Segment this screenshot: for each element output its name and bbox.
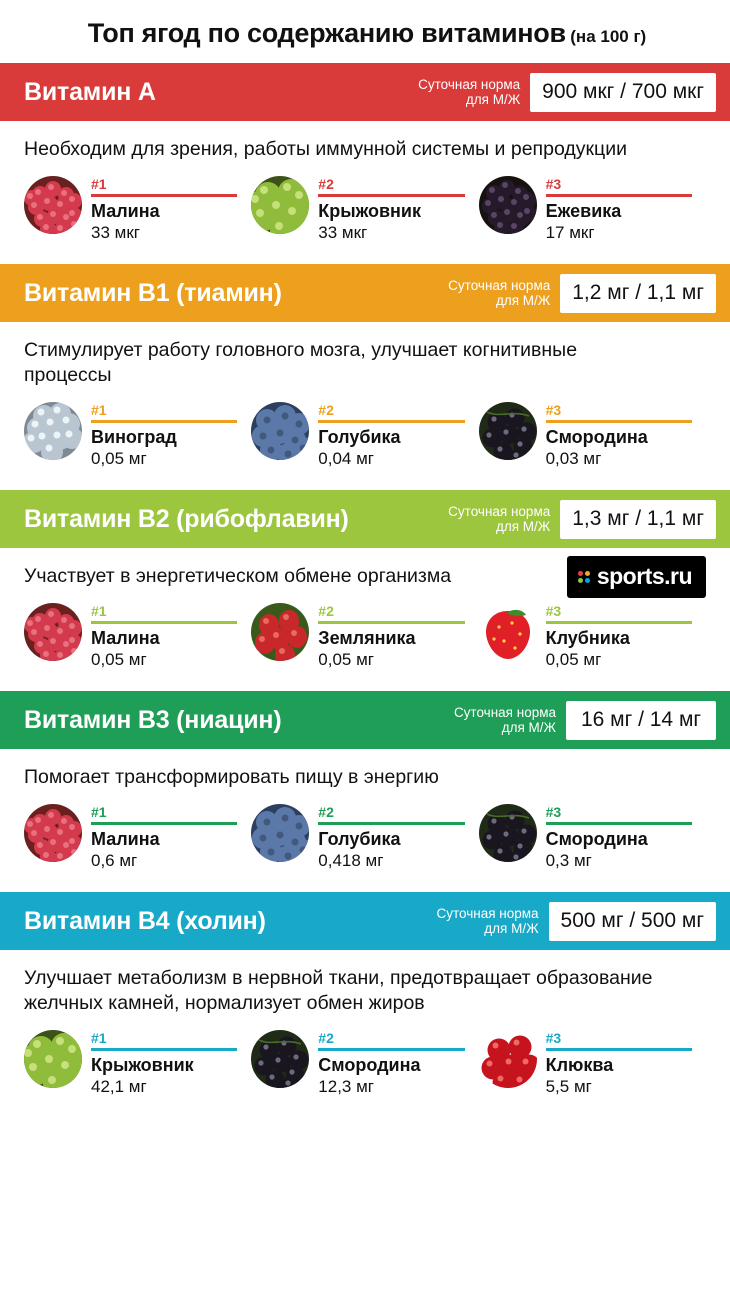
- berry-rank: #3: [545, 176, 562, 192]
- berry-name: Клюква: [545, 1055, 614, 1075]
- berry-ranking-list: [24, 176, 706, 244]
- daily-norm-group: [418, 73, 716, 112]
- daily-norm-label-line2: для М/Ж: [465, 92, 521, 107]
- section-body: [0, 749, 730, 892]
- berry-photo: [479, 176, 537, 234]
- berry-value: 0,04 мг: [318, 449, 374, 468]
- section-header: [0, 264, 730, 322]
- berry-rank: #3: [545, 603, 562, 619]
- berry-item: [24, 603, 251, 671]
- daily-norm-label-line1: Суточная норма: [448, 504, 551, 519]
- berry-photo: [479, 1030, 537, 1088]
- berry-rank: #2: [318, 176, 334, 192]
- berry-ranking-list: [24, 402, 706, 470]
- berry-value: 0,6 мг: [91, 851, 138, 870]
- berry-photo: [251, 603, 309, 661]
- berry-rank: #2: [318, 402, 334, 418]
- berry-info: [91, 402, 237, 470]
- berry-info: [318, 804, 464, 872]
- berry-item: [24, 1030, 251, 1098]
- rank-underline: [546, 1048, 692, 1051]
- logo-dots-icon: [578, 571, 590, 583]
- berry-value: 12,3 мг: [318, 1077, 374, 1096]
- berry-name: Виноград: [91, 427, 177, 447]
- berry-value: 0,3 мг: [545, 851, 592, 870]
- daily-norm-label-line1: Суточная норма: [448, 278, 551, 293]
- berry-photo: [24, 402, 82, 460]
- rank-underline: [91, 194, 237, 197]
- berry-info: [546, 402, 692, 470]
- vitamin-section: [0, 490, 730, 691]
- section-header: [0, 691, 730, 749]
- berry-item: [251, 603, 478, 671]
- berry-name: Крыжовник: [91, 1055, 194, 1075]
- daily-norm-label-line2: для М/Ж: [501, 720, 556, 735]
- berry-item: [479, 804, 706, 872]
- vitamin-name: Витамин B1 (тиамин): [24, 278, 282, 307]
- vitamin-description: Участвует в энергетическом обмене организма: [24, 565, 452, 587]
- berry-rank: #3: [545, 402, 562, 418]
- daily-norm-value: 1,2 мг / 1,1 мг: [560, 274, 716, 313]
- vitamin-description: Помогает трансформировать пищу в энергию: [24, 766, 439, 788]
- rank-underline: [318, 621, 464, 624]
- rank-underline: [318, 822, 464, 825]
- berry-value: 0,418 мг: [318, 851, 384, 870]
- berry-rank: #1: [91, 603, 107, 619]
- daily-norm-label: [448, 278, 550, 308]
- berry-photo: [479, 603, 537, 661]
- rank-underline: [546, 621, 692, 624]
- rank-underline: [318, 194, 464, 197]
- daily-norm-value: 1,3 мг / 1,1 мг: [560, 500, 716, 539]
- vitamin-description: Стимулирует работу головного мозга, улучшает когнитивные процессы: [24, 339, 578, 386]
- berry-name: Клубника: [545, 628, 630, 648]
- berry-ranking-list: [24, 1030, 706, 1098]
- rank-underline: [546, 822, 692, 825]
- berry-rank: #2: [318, 1030, 334, 1046]
- rank-underline: [91, 1048, 237, 1051]
- berry-name: Малина: [91, 829, 160, 849]
- berry-info: [318, 402, 464, 470]
- berry-rank: #3: [545, 1030, 562, 1046]
- vitamin-name: Витамин B2 (рибофлавин): [24, 504, 349, 533]
- berry-value: 0,05 мг: [318, 650, 374, 669]
- berry-info: [546, 603, 692, 671]
- berry-rank: #1: [91, 1030, 107, 1046]
- vitamin-name: Витамин A: [24, 77, 156, 106]
- berry-photo: [251, 1030, 309, 1088]
- vitamin-description: Необходим для зрения, работы иммунной системы и репродукции: [24, 138, 627, 160]
- vitamin-description: Улучшает метаболизм в нервной ткани, предотвращает образование желчных камней, нормализует обмен жиров: [24, 967, 653, 1014]
- rank-underline: [318, 420, 464, 423]
- berry-item: [251, 402, 478, 470]
- rank-underline: [546, 420, 692, 423]
- berry-value: 0,05 мг: [91, 650, 147, 669]
- rank-underline: [318, 1048, 464, 1051]
- section-body: [0, 121, 730, 264]
- daily-norm-label-line1: Суточная норма: [453, 705, 556, 720]
- berry-rank: #2: [318, 804, 334, 820]
- berry-item: [479, 603, 706, 671]
- vitamin-section: [0, 892, 730, 1118]
- berry-item: [479, 1030, 706, 1098]
- berry-info: [91, 603, 237, 671]
- daily-norm-group: [436, 902, 716, 941]
- berry-rank: #3: [545, 804, 562, 820]
- berry-name: Смородина: [545, 829, 648, 849]
- daily-norm-label-line1: Суточная норма: [436, 906, 539, 921]
- berry-value: 33 мкг: [318, 223, 368, 242]
- berry-rank: #1: [91, 176, 107, 192]
- section-header: [0, 892, 730, 950]
- berry-value: 0,05 мг: [545, 650, 602, 669]
- berry-rank: #2: [318, 603, 334, 619]
- daily-norm-label: [418, 77, 520, 107]
- daily-norm-label: [454, 705, 556, 735]
- berry-info: [318, 603, 464, 671]
- daily-norm-label-line2: для М/Ж: [484, 921, 539, 936]
- daily-norm-value: 500 мг / 500 мг: [549, 902, 716, 941]
- vitamin-section: [0, 264, 730, 490]
- berry-photo: [24, 176, 82, 234]
- berry-photo: [251, 176, 309, 234]
- berry-value: 5,5 мг: [545, 1077, 592, 1096]
- vitamin-name: Витамин B3 (ниацин): [24, 705, 282, 734]
- berry-ranking-list: [24, 603, 706, 671]
- berry-name: Голубика: [318, 427, 401, 447]
- rank-underline: [91, 822, 237, 825]
- berry-name: Смородина: [318, 1055, 421, 1075]
- daily-norm-label-line1: Суточная норма: [418, 77, 521, 92]
- berry-name: Ежевика: [545, 201, 622, 221]
- berry-item: [24, 402, 251, 470]
- daily-norm-group: [454, 701, 716, 740]
- berry-info: [91, 1030, 237, 1098]
- berry-rank: #1: [91, 402, 107, 418]
- berry-info: [318, 176, 464, 244]
- berry-item: [251, 176, 478, 244]
- daily-norm-label-line2: для М/Ж: [495, 519, 551, 534]
- sections-list: [0, 63, 730, 1118]
- section-body: [0, 322, 730, 490]
- berry-info: [546, 1030, 692, 1098]
- berry-photo: [251, 402, 309, 460]
- berry-item: [251, 804, 478, 872]
- rank-underline: [546, 194, 692, 197]
- sports-ru-logo: [567, 556, 706, 598]
- berry-name: Смородина: [545, 427, 648, 447]
- section-body: [0, 548, 730, 691]
- berry-info: [91, 176, 237, 244]
- berry-info: [91, 804, 237, 872]
- berry-item: [24, 176, 251, 244]
- berry-item: [251, 1030, 478, 1098]
- berry-info: [318, 1030, 464, 1098]
- berry-name: Малина: [91, 628, 160, 648]
- berry-info: [546, 176, 692, 244]
- section-header: [0, 63, 730, 121]
- berry-rank: #1: [91, 804, 107, 820]
- daily-norm-group: [448, 274, 716, 313]
- daily-norm-label-line2: для М/Ж: [495, 293, 551, 308]
- berry-value: 42,1 мг: [91, 1077, 147, 1096]
- rank-underline: [91, 621, 237, 624]
- berry-photo: [24, 603, 82, 661]
- page-title: [0, 0, 730, 63]
- section-body: [0, 950, 730, 1118]
- berry-ranking-list: [24, 804, 706, 872]
- berry-item: [479, 402, 706, 470]
- berry-value: 33 мкг: [91, 223, 140, 242]
- berry-name: Земляника: [318, 628, 416, 648]
- rank-underline: [91, 420, 237, 423]
- vitamin-section: [0, 63, 730, 264]
- berry-photo: [479, 804, 537, 862]
- daily-norm-label: [448, 504, 550, 534]
- berry-item: [479, 176, 706, 244]
- daily-norm-label: [436, 906, 538, 936]
- berry-photo: [479, 402, 537, 460]
- berry-photo: [24, 804, 82, 862]
- daily-norm-group: [448, 500, 716, 539]
- vitamin-name: Витамин B4 (холин): [24, 906, 266, 935]
- page-title-main: Топ ягод по содержанию витаминов: [87, 18, 566, 48]
- berry-value: 17 мкг: [545, 223, 595, 242]
- berry-value: 0,05 мг: [91, 449, 147, 468]
- page-title-sub: (на 100 г): [570, 27, 647, 46]
- berry-name: Голубика: [318, 829, 401, 849]
- vitamin-section: [0, 691, 730, 892]
- logo-text: sports.ru: [596, 563, 692, 589]
- berry-info: [546, 804, 692, 872]
- berry-value: 0,03 мг: [545, 449, 602, 468]
- berry-photo: [251, 804, 309, 862]
- berry-name: Крыжовник: [318, 201, 421, 221]
- daily-norm-value: 16 мг / 14 мг: [566, 701, 716, 740]
- section-header: [0, 490, 730, 548]
- daily-norm-value: 900 мкг / 700 мкг: [530, 73, 716, 112]
- berry-photo: [24, 1030, 82, 1088]
- berry-name: Малина: [91, 201, 160, 221]
- berry-item: [24, 804, 251, 872]
